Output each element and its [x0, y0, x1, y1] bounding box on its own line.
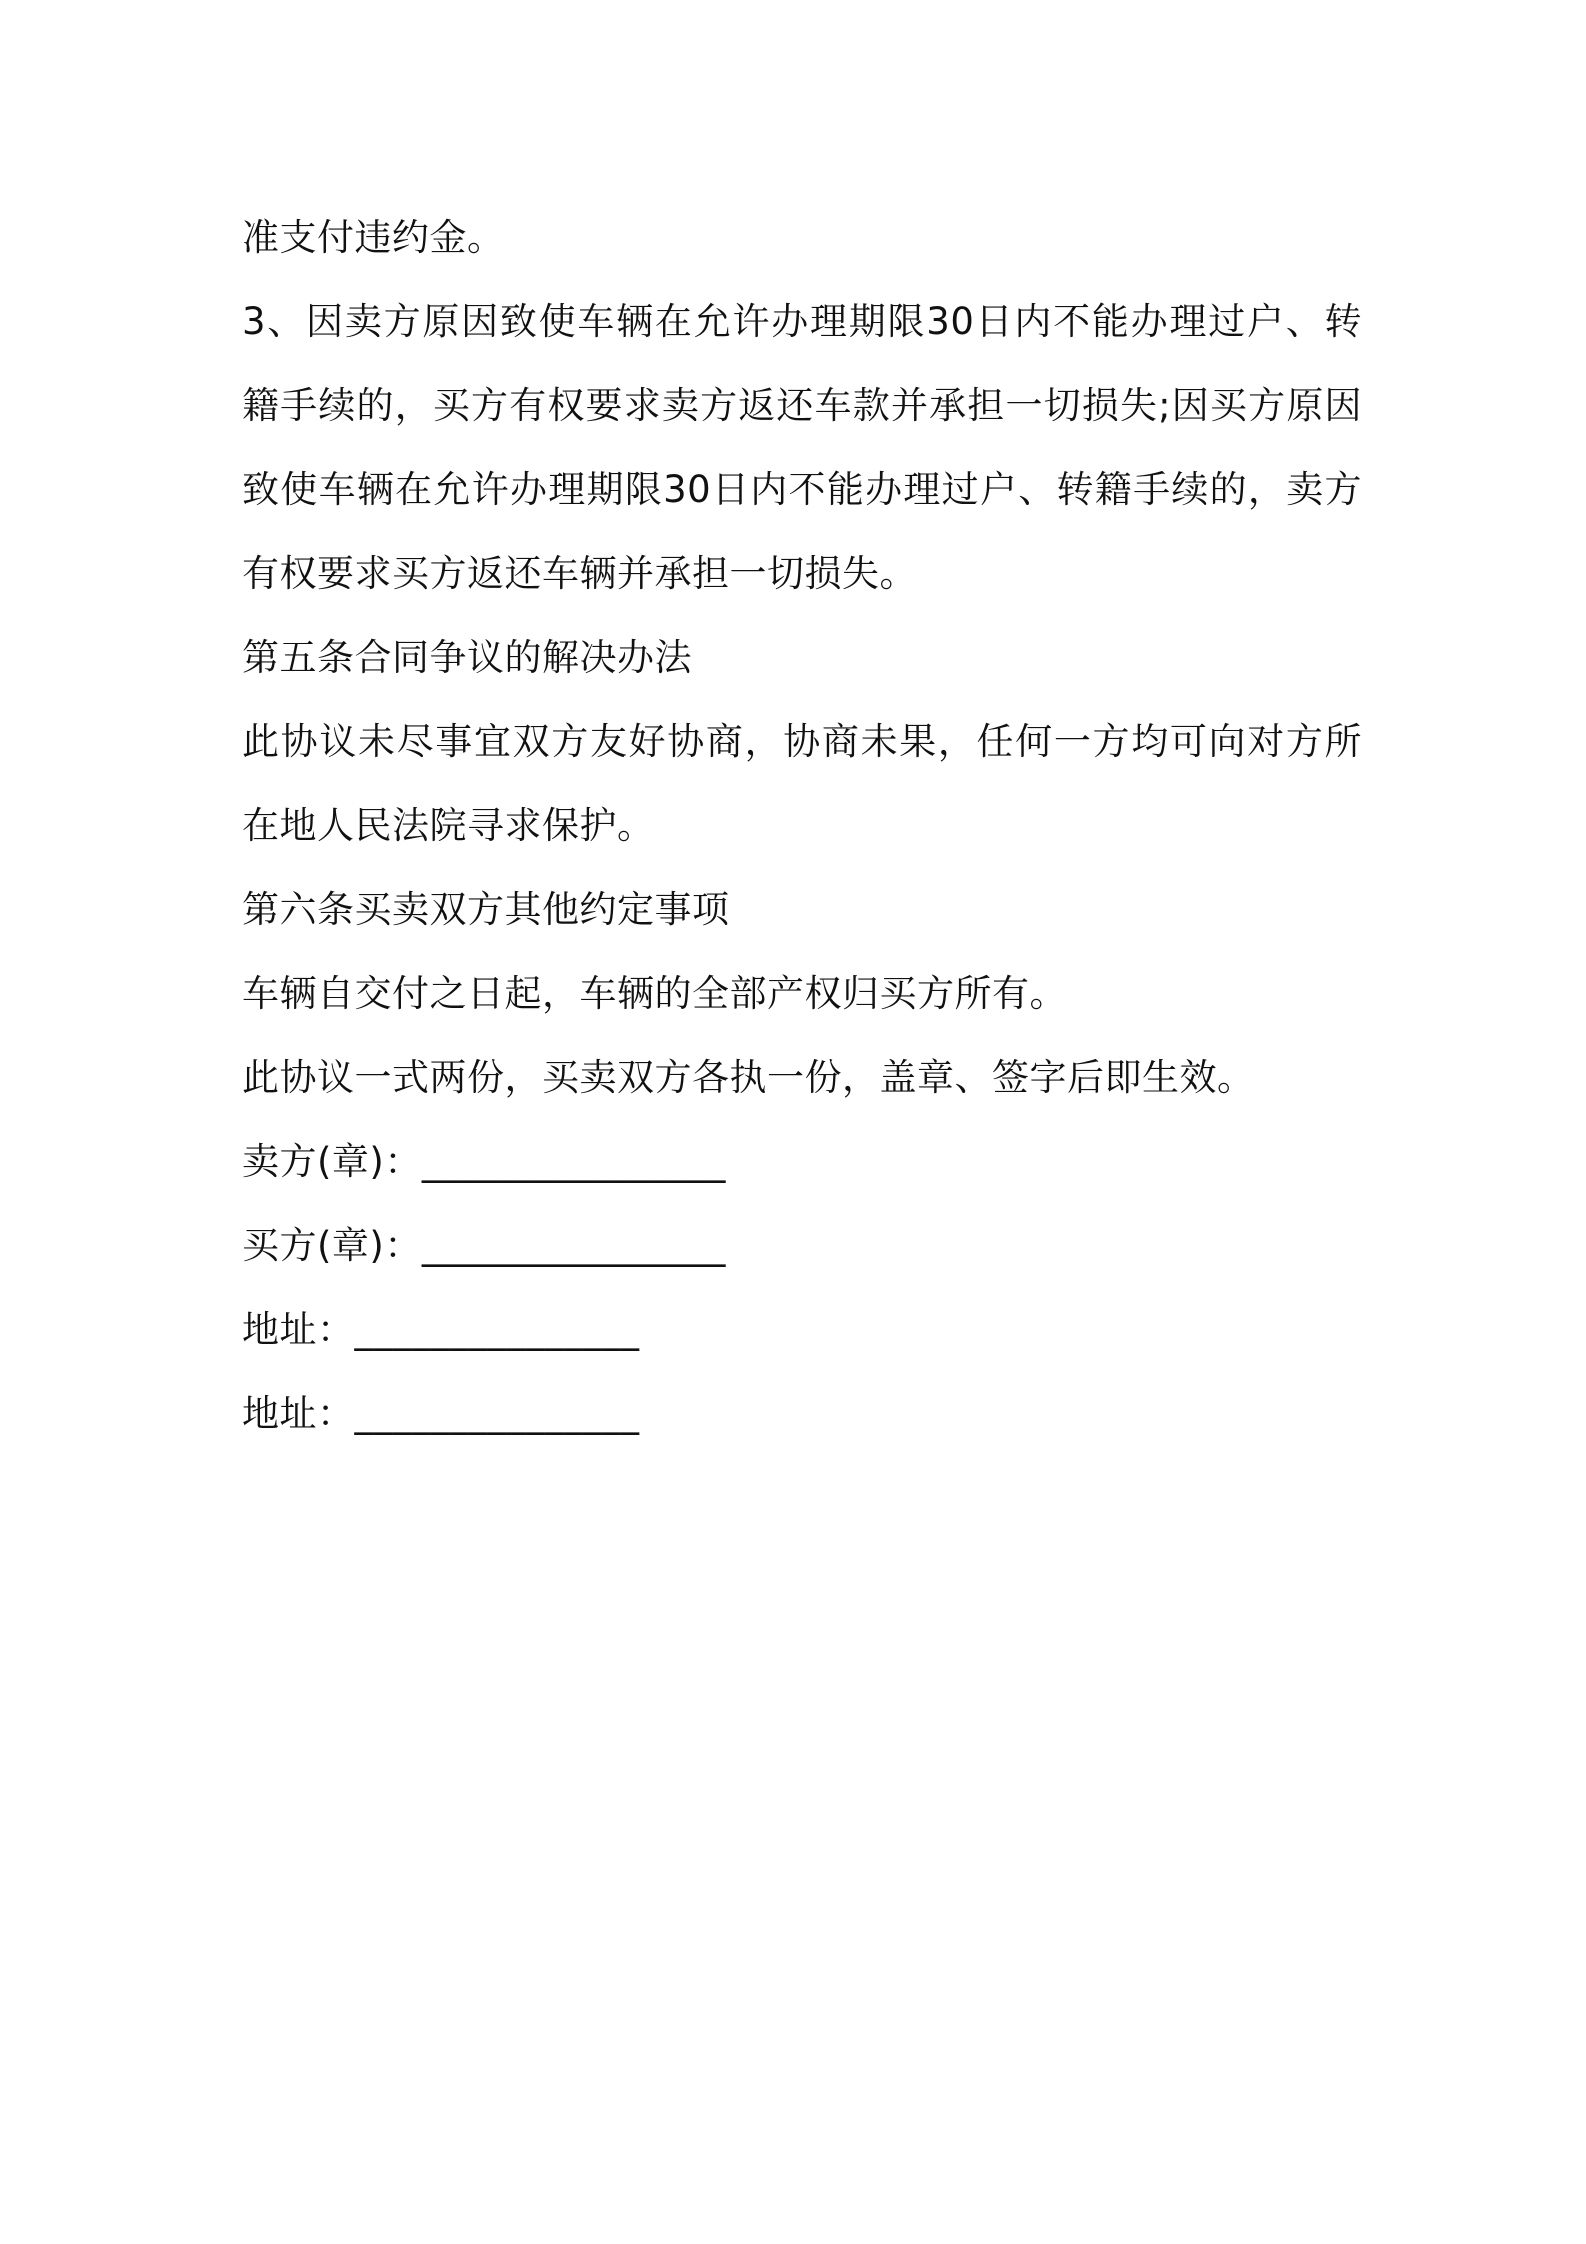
paragraph-ownership: 车辆自交付之日起，车辆的全部产权归买方所有。 — [242, 972, 1067, 1015]
paragraph-dispute-resolution: 此协议未尽事宜双方友好协商，协商未果，任何一方均可向对方所在地人民法院寻求保护。 — [242, 720, 1362, 847]
paragraph-clause-3: 3、因卖方原因致使车辆在允许办理期限30日内不能办理过户、转籍手续的，买方有权要求卖方返还车款并承担一切损失;因买方原因致使车辆在允许办理期限30日内不能办理过户、转籍手续的，卖方有权要求买方返还车辆并承担一切损失。 — [242, 300, 1362, 595]
seller-signature-line: 卖方(章)：________________ — [242, 1140, 726, 1183]
buyer-signature-line: 买方(章)：________________ — [242, 1224, 726, 1267]
document-body — [242, 196, 1362, 1456]
address-line: 地址：_______________ — [242, 1392, 640, 1435]
paragraph-penalty-end: 准支付违约金。 — [242, 216, 505, 259]
paragraph-copies: 此协议一式两份，买卖双方各执一份，盖章、签字后即生效。 — [242, 1056, 1255, 1099]
heading-article-5: 第五条合同争议的解决办法 — [242, 636, 692, 679]
heading-article-6: 第六条买卖双方其他约定事项 — [242, 888, 730, 931]
address-line: 地址：_______________ — [242, 1308, 640, 1351]
